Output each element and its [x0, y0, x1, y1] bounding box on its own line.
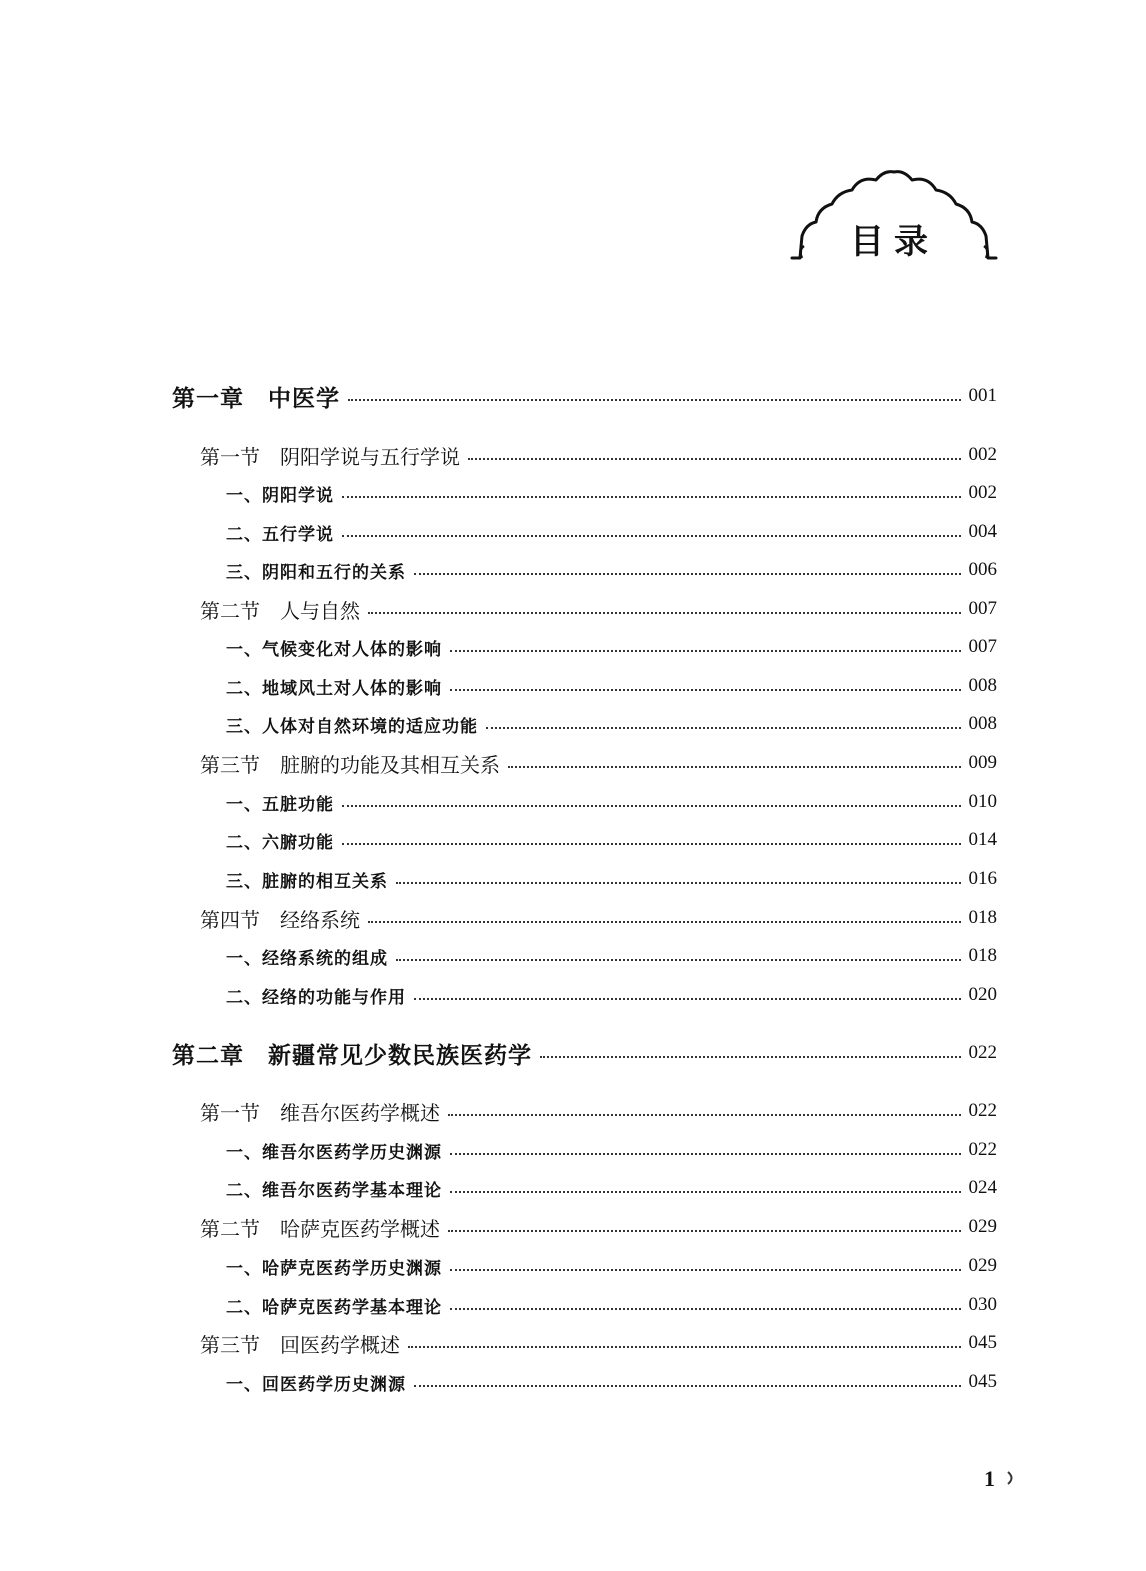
toc-entry-title: 二、六腑功能 — [226, 832, 334, 853]
dot-leader — [342, 535, 961, 537]
toc-item-row[interactable] — [226, 1169, 997, 1207]
page-marker-icon — [1006, 1470, 1016, 1486]
toc-item-row[interactable] — [226, 513, 997, 551]
toc-page-number: 002 — [968, 482, 997, 503]
dot-leader — [468, 458, 961, 460]
dot-leader — [414, 573, 961, 575]
toc-page-number: 016 — [968, 868, 997, 889]
toc-item-row[interactable] — [226, 1363, 997, 1401]
dot-leader — [342, 805, 961, 807]
toc-page-number: 022 — [968, 1042, 997, 1063]
dot-leader — [450, 689, 961, 691]
toc-entry-title: 第三节 脏腑的功能及其相互关系 — [200, 752, 500, 777]
toc-page-number: 001 — [968, 385, 997, 406]
toc-item-row[interactable] — [226, 474, 997, 512]
toc-page-number: 020 — [968, 984, 997, 1005]
toc-item-row[interactable] — [226, 1286, 997, 1324]
toc-entry-title: 第二章 新疆常见少数民族医药学 — [172, 1042, 532, 1069]
toc-entry-title: 二、五行学说 — [226, 524, 334, 545]
toc-page-number: 018 — [968, 945, 997, 966]
toc-entry-title: 二、哈萨克医药学基本理论 — [226, 1297, 442, 1318]
dot-leader — [414, 998, 961, 1000]
dot-leader — [450, 650, 961, 652]
toc-section-row[interactable] — [200, 744, 997, 782]
toc-entry-title: 一、回医药学历史渊源 — [226, 1374, 406, 1395]
toc-section-row[interactable] — [200, 899, 997, 937]
toc-page-number: 002 — [968, 444, 997, 465]
dot-leader — [342, 843, 961, 845]
toc-page-number: 045 — [968, 1332, 997, 1353]
toc-page-number: 010 — [968, 791, 997, 812]
toc-entry-title: 三、人体对自然环境的适应功能 — [226, 716, 478, 737]
dot-leader — [508, 766, 961, 768]
toc-page-number: 007 — [968, 636, 997, 657]
dot-leader — [448, 1114, 961, 1116]
toc-entry-title: 二、经络的功能与作用 — [226, 987, 406, 1008]
dot-leader — [368, 612, 961, 614]
dot-leader — [448, 1230, 961, 1232]
toc-section-row[interactable] — [200, 1324, 997, 1362]
toc-page-number: 029 — [968, 1255, 997, 1276]
toc-section-row[interactable] — [200, 590, 997, 628]
toc-item-row[interactable] — [226, 937, 997, 975]
toc-entry-title: 一、五脏功能 — [226, 794, 334, 815]
toc-entry-title: 第四节 经络系统 — [200, 907, 360, 932]
dot-leader — [450, 1153, 961, 1155]
toc-entry-title: 一、经络系统的组成 — [226, 948, 388, 969]
toc-entry-title: 二、地域风土对人体的影响 — [226, 678, 442, 699]
toc-page-number: 022 — [968, 1100, 997, 1121]
dot-leader — [396, 959, 961, 961]
toc-entry-title: 三、阴阳和五行的关系 — [226, 562, 406, 583]
dot-leader — [450, 1191, 961, 1193]
toc-entry-title: 三、脏腑的相互关系 — [226, 871, 388, 892]
toc-section-row[interactable] — [200, 1208, 997, 1246]
page-number: 1 — [984, 1466, 995, 1491]
toc-page-number: 014 — [968, 829, 997, 850]
toc-entry-title: 第二节 哈萨克医药学概述 — [200, 1216, 440, 1241]
toc-entry-title: 第一章 中医学 — [172, 385, 340, 412]
dot-leader — [486, 727, 961, 729]
toc-entry-title: 第一节 阴阳学说与五行学说 — [200, 444, 460, 469]
toc-page-number: 009 — [968, 752, 997, 773]
toc-entry-title: 二、维吾尔医药学基本理论 — [226, 1180, 442, 1201]
dot-leader — [408, 1346, 961, 1348]
toc-item-row[interactable] — [226, 551, 997, 589]
dot-leader — [540, 1056, 961, 1058]
dot-leader — [450, 1308, 961, 1310]
toc-entry-title: 一、阴阳学说 — [226, 485, 334, 506]
toc-page-number: 030 — [968, 1294, 997, 1315]
toc-item-row[interactable] — [226, 1131, 997, 1169]
toc-item-row[interactable] — [226, 860, 997, 898]
toc-page-number: 008 — [968, 713, 997, 734]
toc-entry-title: 一、维吾尔医药学历史渊源 — [226, 1142, 442, 1163]
toc-chapter-row[interactable] — [172, 377, 997, 415]
toc-chapter-row[interactable] — [172, 1034, 997, 1072]
toc-page-number: 024 — [968, 1177, 997, 1198]
toc-section-row[interactable] — [200, 436, 997, 474]
toc-entry-title: 第一节 维吾尔医药学概述 — [200, 1100, 440, 1125]
page-title: 目录 — [850, 222, 938, 262]
toc-page-number: 018 — [968, 907, 997, 928]
toc-item-row[interactable] — [226, 628, 997, 666]
toc-page-number: 006 — [968, 559, 997, 580]
toc-page-number: 008 — [968, 675, 997, 696]
toc-item-row[interactable] — [226, 821, 997, 859]
toc-section-row[interactable] — [200, 1092, 997, 1130]
dot-leader — [368, 921, 961, 923]
toc-entry-title: 一、气候变化对人体的影响 — [226, 639, 442, 660]
toc-page-number: 029 — [968, 1216, 997, 1237]
toc-entry-title: 第二节 人与自然 — [200, 598, 360, 623]
toc-item-row[interactable] — [226, 1247, 997, 1285]
toc-item-row[interactable] — [226, 705, 997, 743]
dot-leader — [450, 1269, 961, 1271]
toc-page-number: 045 — [968, 1371, 997, 1392]
toc-entry-title: 第三节 回医药学概述 — [200, 1332, 400, 1357]
toc-page-number: 004 — [968, 521, 997, 542]
toc-entry-title: 一、哈萨克医药学历史渊源 — [226, 1258, 442, 1279]
dot-leader — [396, 882, 961, 884]
toc-item-row[interactable] — [226, 783, 997, 821]
toc-item-row[interactable] — [226, 976, 997, 1014]
toc-item-row[interactable] — [226, 667, 997, 705]
dot-leader — [342, 496, 961, 498]
dot-leader — [348, 399, 961, 401]
dot-leader — [414, 1385, 961, 1387]
toc-page-number: 007 — [968, 598, 997, 619]
toc-page-number: 022 — [968, 1139, 997, 1160]
